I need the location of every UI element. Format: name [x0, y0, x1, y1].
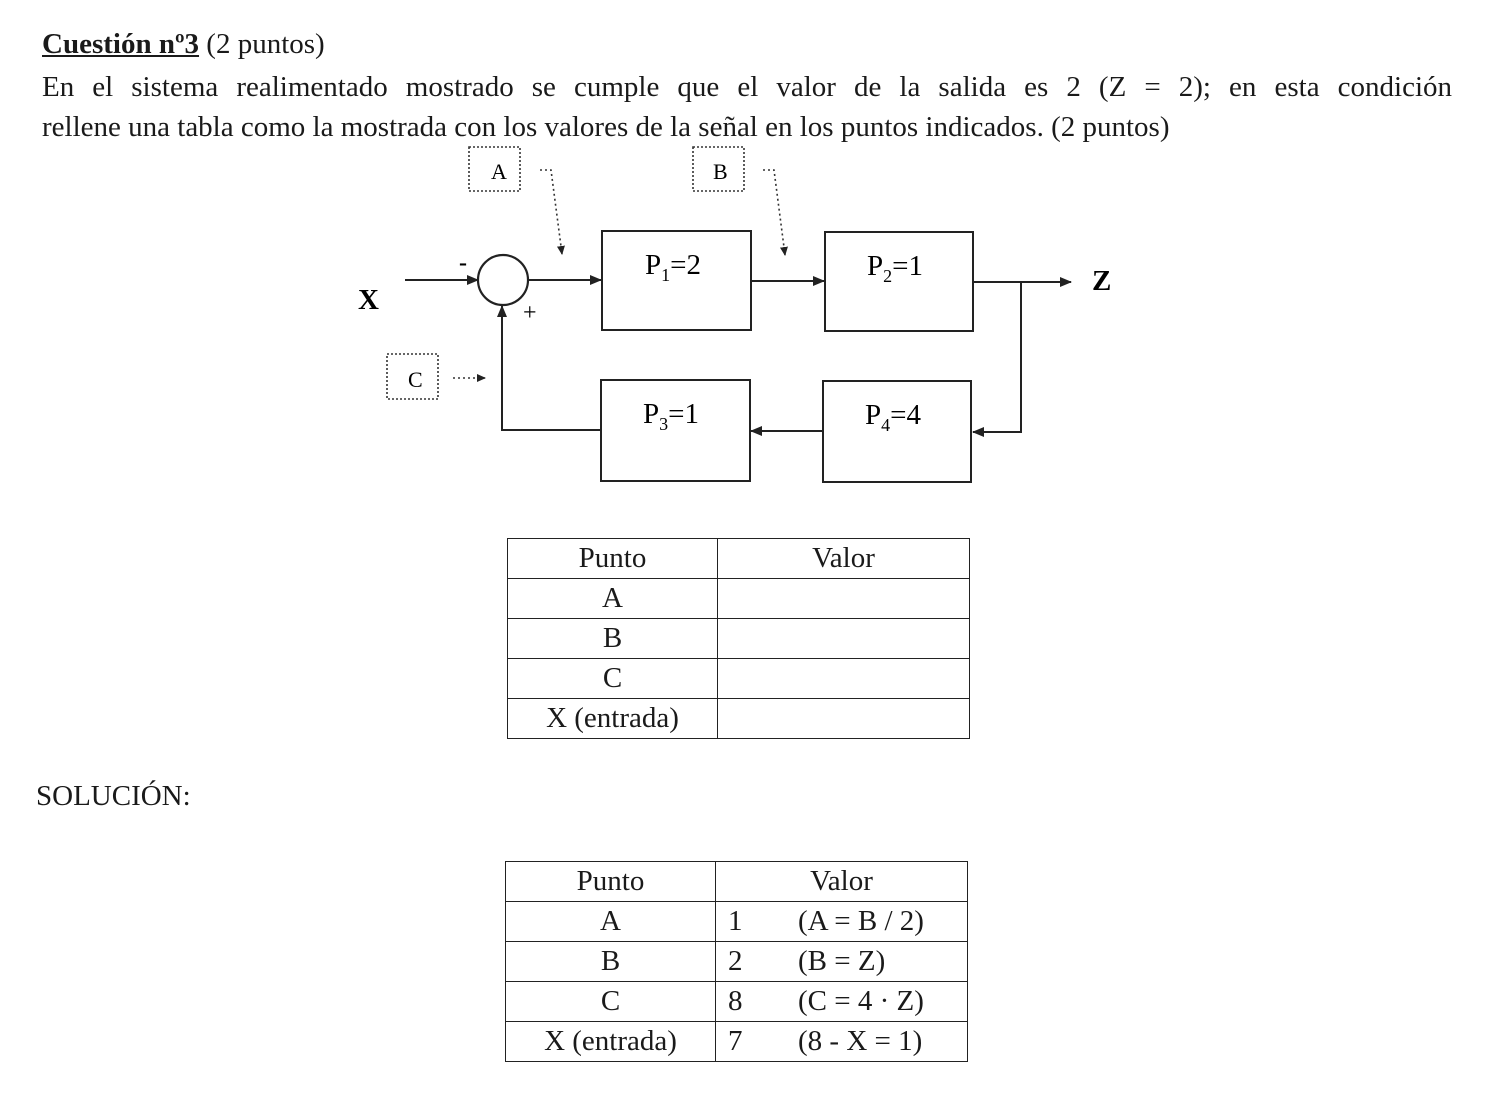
table-row	[506, 1022, 968, 1062]
value-cell	[718, 659, 970, 699]
table-row	[506, 982, 968, 1022]
table-row	[508, 699, 970, 739]
solution-table	[505, 861, 968, 1062]
point-cell: B	[506, 942, 716, 982]
value-formula: (8 - X = 1)	[798, 1025, 923, 1057]
block-p4	[823, 381, 971, 482]
point-cell: X (entrada)	[508, 699, 718, 739]
point-a-label: A	[491, 159, 507, 184]
question-table	[507, 538, 970, 739]
table-row	[508, 659, 970, 699]
p3-label: $P_3=1$	[643, 398, 699, 434]
value-cell	[718, 619, 970, 659]
value-cell	[716, 942, 968, 982]
p1-label: $P_1=2$	[645, 249, 701, 285]
value-cell	[718, 579, 970, 619]
p4-label: $P_4=4$	[865, 399, 921, 435]
point-c-label: C	[408, 367, 423, 392]
point-a-pointer	[540, 170, 562, 254]
table-header-row	[506, 862, 968, 902]
value-number: 2	[728, 945, 743, 977]
value-formula: (C = 4 · Z)	[798, 985, 924, 1017]
point-cell: C	[508, 659, 718, 699]
value-formula: (B = Z)	[798, 945, 886, 977]
header-valor: Valor	[716, 862, 968, 902]
question-points: (2 puntos)	[206, 28, 325, 60]
table-row	[508, 619, 970, 659]
value-cell	[716, 982, 968, 1022]
point-cell: A	[506, 902, 716, 942]
table-header-row	[508, 539, 970, 579]
table-row	[506, 942, 968, 982]
value-cell	[716, 1022, 968, 1062]
value-cell	[718, 699, 970, 739]
table-row	[508, 579, 970, 619]
header-punto: Punto	[506, 862, 716, 902]
point-b-pointer	[763, 170, 785, 255]
feedback-to-p4	[973, 282, 1021, 432]
summing-junction	[478, 255, 528, 305]
point-b-label: B	[713, 159, 728, 184]
feedback-to-sum	[502, 306, 601, 430]
header-valor: Valor	[718, 539, 970, 579]
question-title: Cuestión nº3	[42, 28, 200, 60]
header-punto: Punto	[508, 539, 718, 579]
value-number: 7	[728, 1025, 743, 1057]
block-p3	[601, 380, 750, 481]
statement-line-1: En el sistema realimentado mostrado se cumple que el valor de la salida es 2 (Z = 2); en esta condición	[42, 71, 1452, 103]
point-cell: C	[506, 982, 716, 1022]
point-cell: X (entrada)	[506, 1022, 716, 1062]
table-row	[506, 902, 968, 942]
point-cell: B	[508, 619, 718, 659]
value-number: 1	[728, 905, 743, 937]
minus-sign: -	[459, 250, 467, 276]
plus-sign: +	[523, 300, 537, 326]
value-formula: (A = B / 2)	[798, 905, 924, 937]
statement-line-2: rellene una tabla como la mostrada con los valores de la señal en los puntos indicados. (2 puntos)	[42, 111, 1170, 143]
solution-heading: SOLUCIÓN:	[36, 780, 191, 812]
output-z-label: Z	[1092, 265, 1112, 297]
value-cell	[716, 902, 968, 942]
block-diagram	[0, 0, 1489, 520]
input-x-label: X	[358, 284, 379, 316]
value-number: 8	[728, 985, 743, 1017]
p2-label: $P_2=1$	[867, 250, 923, 286]
point-cell: A	[508, 579, 718, 619]
